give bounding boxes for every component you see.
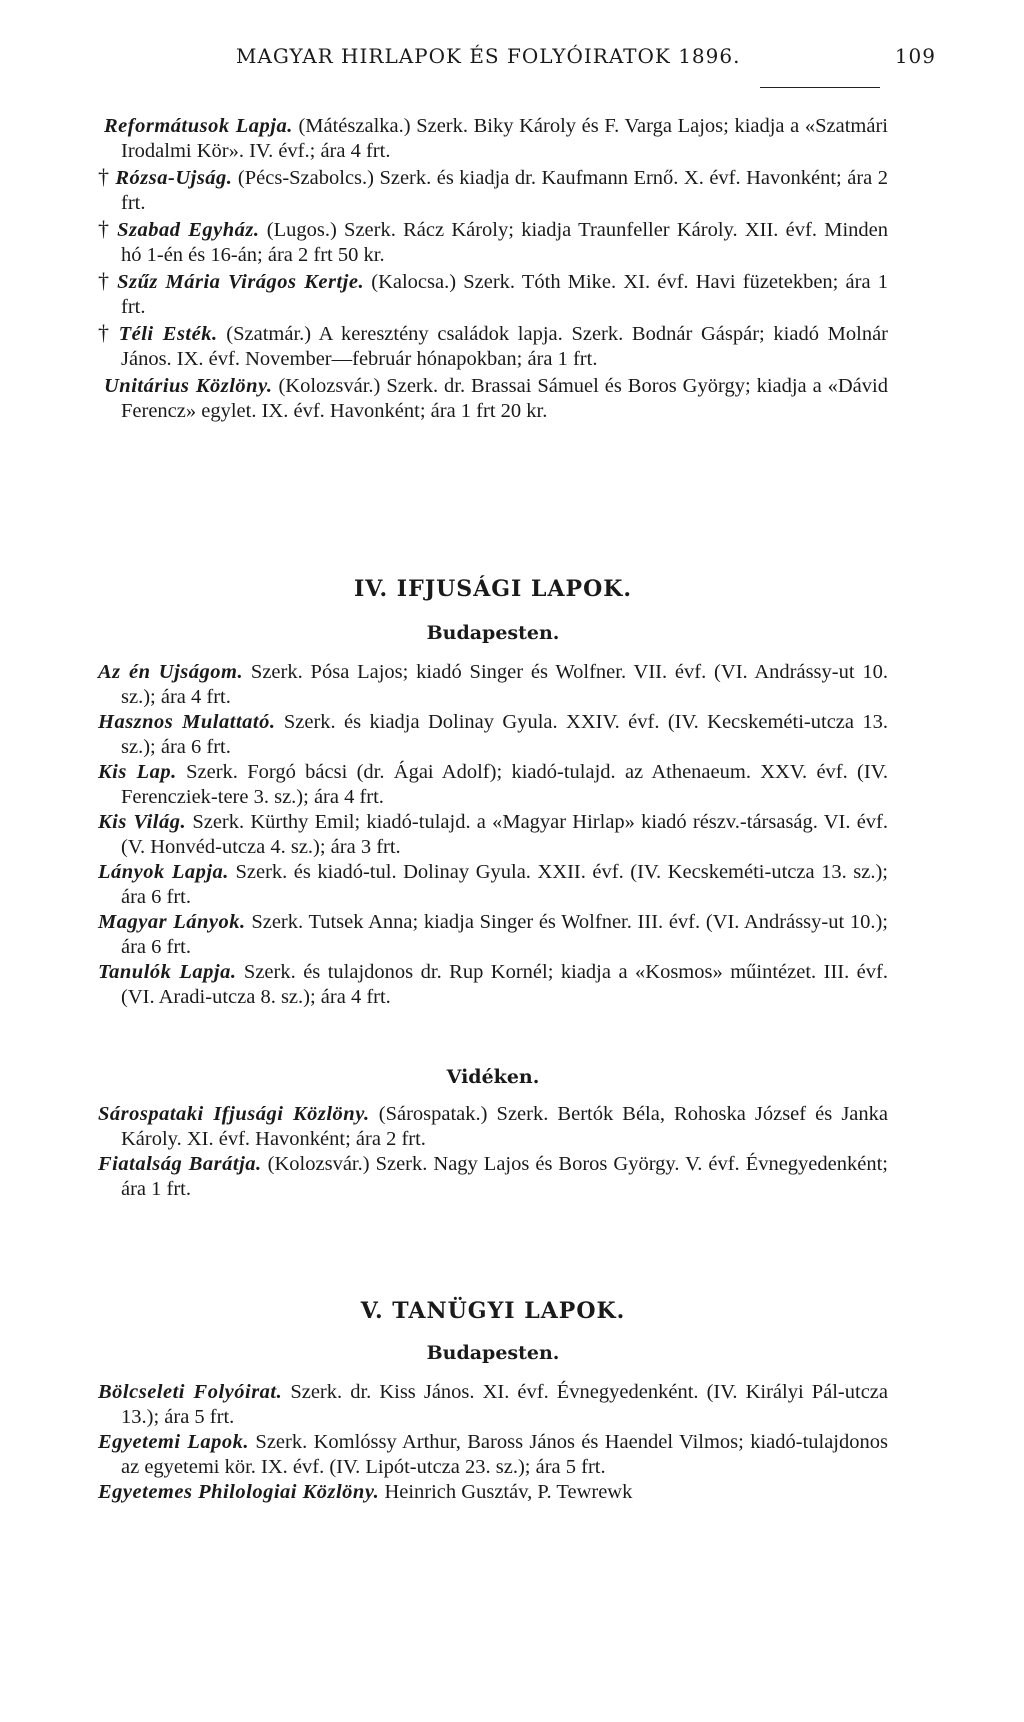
entry-list-ifjusagi-budapest bbox=[98, 660, 888, 1010]
entry: Egyetemes Philologiai Közlöny. Heinrich Gusztáv, P. Tewrewk bbox=[98, 1481, 633, 1503]
entry: † Szűz Mária Virágos Kertje. (Kalocsa.) Szerk. Tóth Mike. XI. évf. Havi füzetekben; ára 1 frt. bbox=[98, 268, 889, 318]
entry: Unitárius Közlöny. (Kolozsvár.) Szerk. dr. Brassai Sámuel és Boros György; kiadja a «Dávid Ferencz» egylet. IX. évf. Havonként; ára 1 frt 20 kr. bbox=[104, 375, 888, 422]
running-title: MAGYAR HIRLAPOK ÉS FOLYÓIRATOK 1896. bbox=[236, 44, 741, 68]
page-number: 109 bbox=[894, 44, 936, 68]
entry: † Szabad Egyház. (Lugos.) Szerk. Rácz Károly; kiadja Traunfeller Károly. XII. évf. Minden hó 1-én és 16-án; ára 2 frt 50 kr. bbox=[98, 216, 889, 266]
entry-list-tanugyi-budapest bbox=[98, 1380, 888, 1505]
entry: † Rózsa-Ujság. (Pécs-Szabolcs.) Szerk. és kiadja dr. Kaufmann Ernő. X. évf. Havonként; ára 2 frt. bbox=[98, 164, 888, 214]
subheading-budapesten-2: Budapesten. bbox=[426, 1342, 560, 1364]
section-heading-ifjusagi: IV. IFJUSÁGI LAPOK. bbox=[353, 576, 633, 602]
entry: Sárospataki Ifjusági Közlöny. (Sárospatak.) Szerk. Bertók Béla, Rohoska József és Janka Károly. XI. évf. Havonként; ára 2 frt. bbox=[98, 1103, 888, 1150]
entry-list-ifjusagi-videk bbox=[98, 1102, 888, 1202]
entry-list-religious bbox=[98, 112, 888, 424]
entry: Bölcseleti Folyóirat. Szerk. dr. Kiss János. XI. évf. Évnegyedenként. (IV. Királyi Pál-utcza 13.); ára 5 frt. bbox=[98, 1381, 888, 1428]
subheading-budapesten: Budapesten. bbox=[426, 622, 560, 644]
subheading-videken: Vidéken. bbox=[446, 1066, 540, 1088]
entry: Tanulók Lapja. Szerk. és tulajdonos dr. Rup Kornél; kiadja a «Kosmos» műintézet. III. évf. (VI. Aradi-utcza 8. sz.); ára 4 frt. bbox=[98, 961, 888, 1008]
entry: Kis Világ. Szerk. Kürthy Emil; kiadó-tulajd. a «Magyar Hirlap» kiadó részv.-társaság. VI. évf. (V. Honvéd-utcza 4. sz.); ára 3 frt. bbox=[98, 811, 889, 858]
entry: Lányok Lapja. Szerk. és kiadó-tul. Dolinay Gyula. XXII. évf. (IV. Kecskeméti-utcza 13. sz.); ára 6 frt. bbox=[98, 861, 889, 908]
entry: Az én Ujságom. Szerk. Pósa Lajos; kiadó Singer és Wolfner. VII. évf. (VI. Andrássy-ut 10. sz.); ára 4 frt. bbox=[98, 661, 888, 708]
header-rule bbox=[760, 87, 880, 88]
entry: Reformátusok Lapja. (Mátészalka.) Szerk. Biky Károly és F. Varga Lajos; kiadja a «Szatmári Irodalmi Kör». IV. évf.; ára 4 frt. bbox=[104, 115, 888, 162]
section-heading-tanugyi: V. TANÜGYI LAPOK. bbox=[360, 1298, 626, 1324]
entry: Egyetemi Lapok. Szerk. Komlóssy Arthur, Baross János és Haendel Vilmos; kiadó-tulajdonos az egyetemi kör. IX. évf. (IV. Lipót-utcza 23. sz.); ára 5 frt. bbox=[98, 1431, 888, 1478]
entry: † Téli Esték. (Szatmár.) A keresztény családok lapja. Szerk. Bodnár Gáspár; kiadó Molnár János. IX. évf. November—február hónapokban; ára 1 frt. bbox=[98, 320, 889, 370]
entry: Kis Lap. Szerk. Forgó bácsi (dr. Ágai Adolf); kiadó-tulajd. az Athenaeum. XXV. évf. (IV. Ferencziek-tere 3. sz.); ára 4 frt. bbox=[98, 761, 888, 808]
entry: Hasznos Mulattató. Szerk. és kiadja Dolinay Gyula. XXIV. évf. (IV. Kecskeméti-utcza 13. sz.); ára 6 frt. bbox=[98, 711, 889, 758]
entry: Magyar Lányok. Szerk. Tutsek Anna; kiadja Singer és Wolfner. III. évf. (VI. Andrássy-ut 10.); ára 6 frt. bbox=[98, 911, 888, 958]
entry: Fiatalság Barátja. (Kolozsvár.) Szerk. Nagy Lajos és Boros György. V. évf. Évnegyedenként; ára 1 frt. bbox=[98, 1153, 888, 1200]
